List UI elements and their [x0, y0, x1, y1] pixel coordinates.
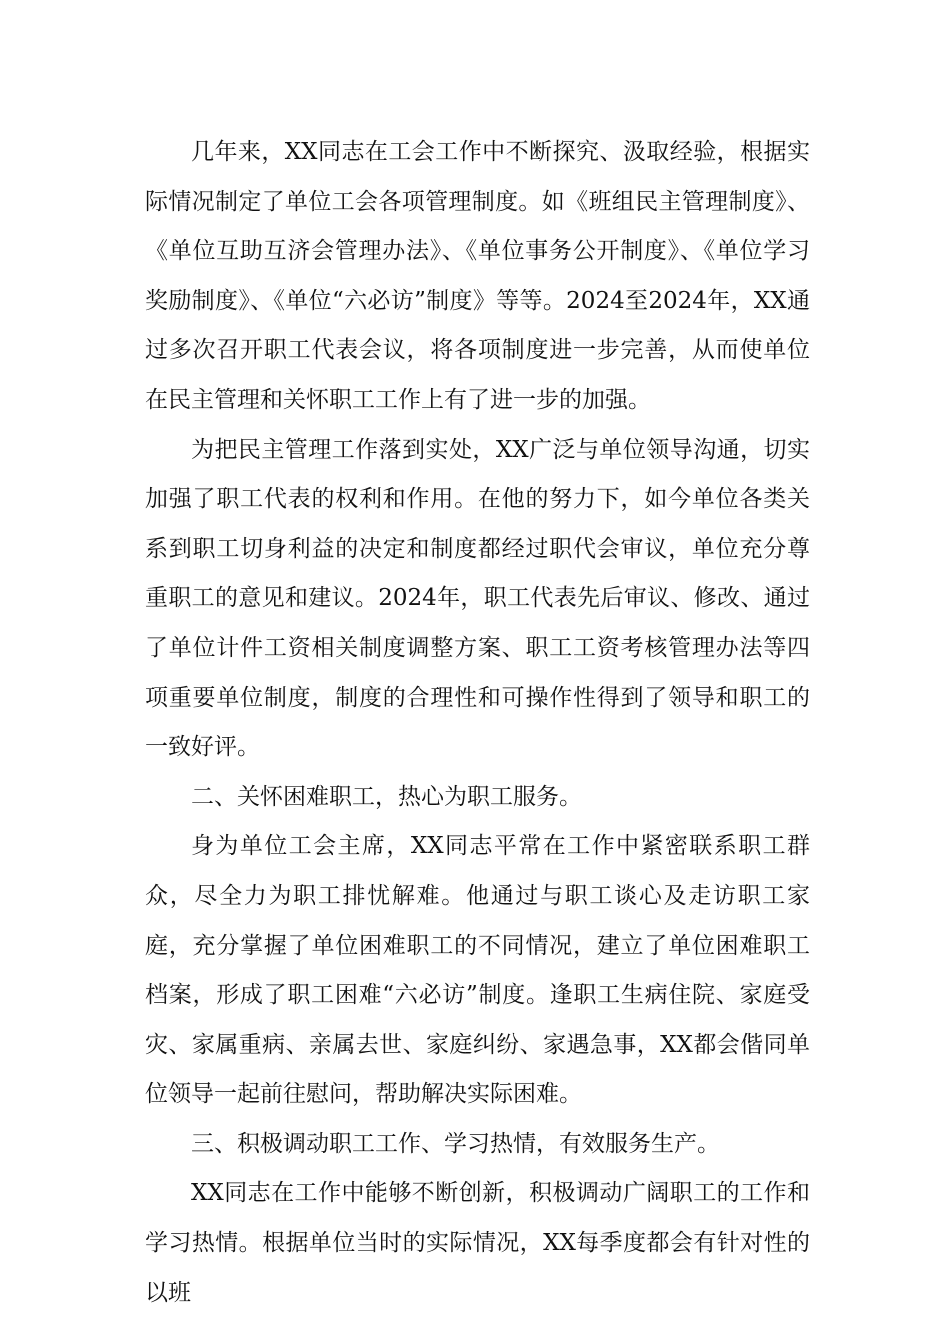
paragraph-democratic-management: 为把民主管理工作落到实处，XX广泛与单位领导沟通，切实加强了职工代表的权利和作用。在他的努力下，如今单位各类关系到职工切身利益的决定和制度都经过职代会审议，单位充分尊重职工的意见和建议。2024年，职工代表先后审议、修改、通过了单位计件工资相关制度调整方案、职工工资考核管理办法等四项重要单位制度，制度的合理性和可操作性得到了领导和职工的一致好评。 — [145, 436, 810, 761]
section-heading-care-for-workers: 二、关怀困难职工，热心为职工服务。 — [191, 783, 582, 810]
paragraph-motivate-workers: XX同志在工作中能够不断创新，积极调动广阔职工的工作和学习热情。根据单位当时的实际情况，XX每季度都会有针对性的以班 — [145, 1180, 810, 1306]
paragraph-management-systems: 几年来，XX同志在工会工作中不断探究、汲取经验，根据实际情况制定了单位工会各项管理制度。如《班组民主管理制度》、《单位互助互济会管理办法》、《单位事务公开制度》、《单位学习奖励制度》、《单位“六必访”制度》等等。2024至2024年，XX通过多次召开职工代表会议，将各项制度进一步完善，从而使单位在民主管理和关怀职工工作上有了进一步的加强。 — [145, 139, 810, 413]
paragraph-care-for-workers: 身为单位工会主席，XX同志平常在工作中紧密联系职工群众，尽全力为职工排忧解难。他通过与职工谈心及走访职工家庭，充分掌握了单位困难职工的不同情况，建立了单位困难职工档案，形成了职工困难“六必访”制度。逢职工生病住院、家庭受灾、家属重病、亲属去世、家庭纠纷、家遇急事，XX都会偕同单位领导一起前往慰问，帮助解决实际困难。 — [145, 833, 810, 1108]
document-body — [145, 128, 810, 1318]
section-heading-motivate-workers: 三、积极调动职工工作、学习热情，有效服务生产。 — [191, 1130, 720, 1157]
